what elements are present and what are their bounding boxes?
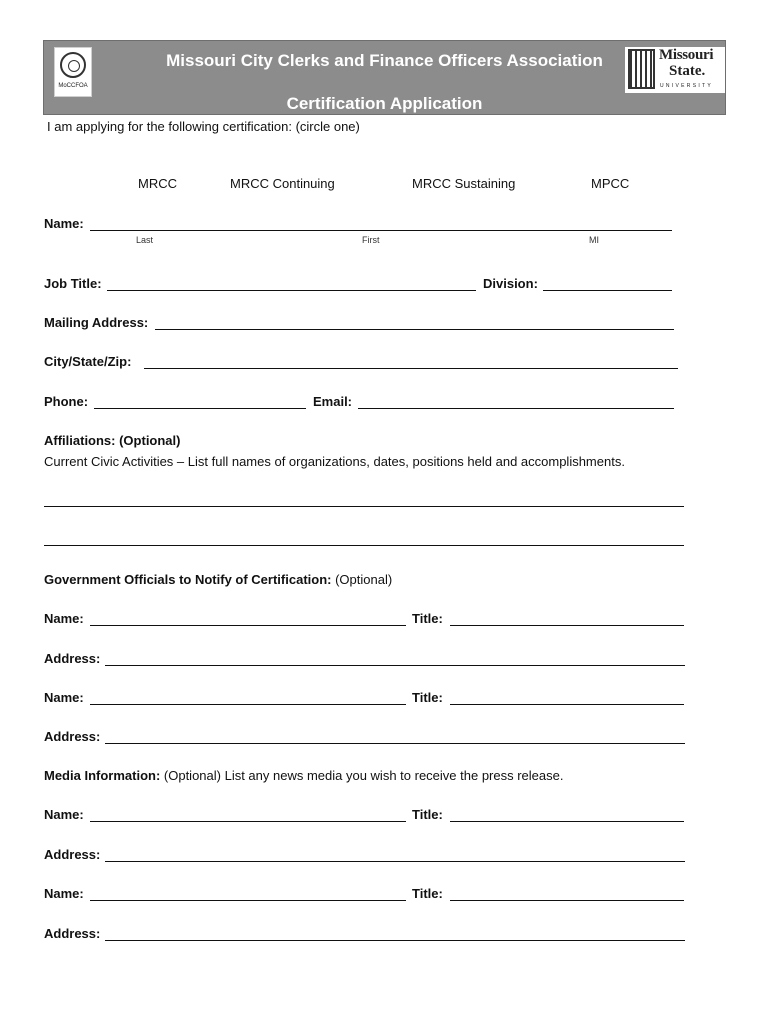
official-2-name-label: Name:: [44, 690, 84, 705]
official-2-name-field[interactable]: [90, 704, 406, 705]
building-icon: [628, 49, 655, 89]
cert-option-mrcc-sustaining[interactable]: MRCC Sustaining: [412, 176, 516, 191]
job-title-field[interactable]: [107, 290, 476, 291]
official-1-name-label: Name:: [44, 611, 84, 626]
logo-line-1: Missouri: [659, 47, 714, 63]
official-1-title-label: Title:: [412, 611, 443, 626]
header-banner: [43, 40, 726, 115]
media-heading: [44, 768, 563, 783]
university-logo: [625, 47, 725, 93]
phone-field[interactable]: [94, 408, 306, 409]
official-1-name-field[interactable]: [90, 625, 406, 626]
page-subtitle: Certification Application: [286, 94, 483, 113]
media-heading-description: (Optional) List any news media you wish to receive the press release.: [160, 768, 564, 783]
city-state-zip-field[interactable]: [144, 368, 678, 369]
mailing-address-field[interactable]: [155, 329, 674, 330]
media-1-title-field[interactable]: [450, 821, 684, 822]
page-title: Missouri City Clerks and Finance Officers Association: [166, 51, 603, 70]
name-sub-first: First: [362, 235, 380, 245]
mailing-address-label: Mailing Address:: [44, 315, 149, 330]
name-sub-last: Last: [136, 235, 154, 245]
email-label: Email:: [313, 394, 353, 409]
official-1-title-field[interactable]: [450, 625, 684, 626]
affiliations-line-2[interactable]: [44, 545, 684, 546]
media-1-address-field[interactable]: [105, 861, 685, 862]
affiliations-description: Current Civic Activities – List full names of organizations, dates, positions held and accomplishments.: [44, 454, 625, 469]
city-state-zip-label: City/State/Zip:: [44, 354, 132, 369]
phone-label: Phone:: [44, 394, 89, 409]
officials-heading-bold: Government Officials to Notify of Certification:: [44, 572, 332, 587]
media-heading-bold: Media Information:: [44, 768, 161, 783]
logo-line-2: State.: [669, 63, 706, 79]
intro-text: I am applying for the following certification: (circle one): [47, 119, 360, 134]
media-2-address-label: Address:: [44, 926, 101, 941]
name-sub-mi: MI: [589, 235, 599, 245]
division-label: Division:: [483, 276, 538, 291]
official-1-address-label: Address:: [44, 651, 101, 666]
job-title-label: Job Title:: [44, 276, 102, 291]
division-field[interactable]: [543, 290, 672, 291]
name-field[interactable]: [90, 230, 672, 231]
name-label: Name:: [44, 216, 84, 231]
affiliations-heading: Affiliations: (Optional): [44, 433, 181, 448]
logo-line-3: UNIVERSITY: [660, 83, 714, 89]
cert-option-mrcc-continuing[interactable]: MRCC Continuing: [230, 176, 335, 191]
logo-abbreviation: MoCCFOA: [58, 83, 88, 89]
media-1-name-label: Name:: [44, 807, 84, 822]
media-1-address-label: Address:: [44, 847, 101, 862]
email-field[interactable]: [358, 408, 674, 409]
affiliations-line-1[interactable]: [44, 506, 684, 507]
official-2-title-field[interactable]: [450, 704, 684, 705]
official-2-title-label: Title:: [412, 690, 443, 705]
official-1-address-field[interactable]: [105, 665, 685, 666]
cert-option-mrcc[interactable]: MRCC: [138, 176, 177, 191]
officials-heading: [44, 572, 392, 587]
media-1-title-label: Title:: [412, 807, 443, 822]
media-2-name-field[interactable]: [90, 900, 406, 901]
media-2-name-label: Name:: [44, 886, 84, 901]
official-2-address-label: Address:: [44, 729, 101, 744]
media-1-name-field[interactable]: [90, 821, 406, 822]
cert-option-mpcc[interactable]: MPCC: [591, 176, 630, 191]
media-2-address-field[interactable]: [105, 940, 685, 941]
media-2-title-field[interactable]: [450, 900, 684, 901]
official-2-address-field[interactable]: [105, 743, 685, 744]
media-2-title-label: Title:: [412, 886, 443, 901]
officials-heading-optional: (Optional): [331, 572, 393, 587]
